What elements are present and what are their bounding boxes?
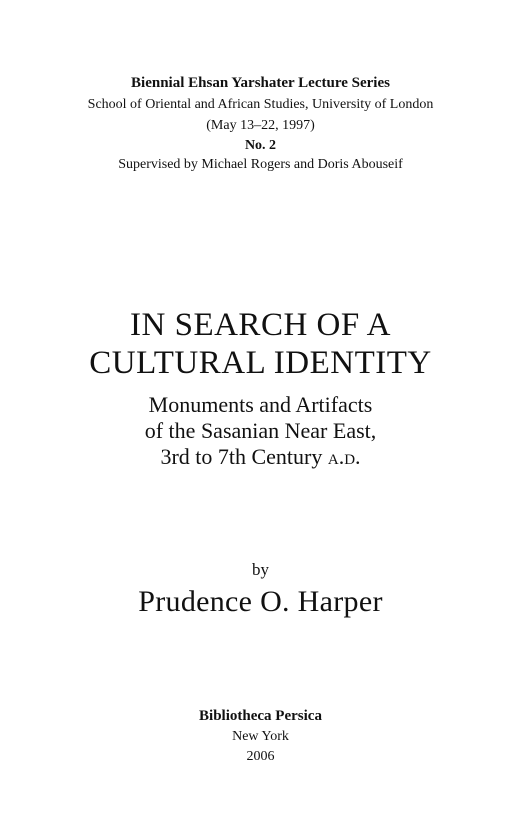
series-number: No. 2	[244, 138, 277, 153]
book-title-line-1: IN SEARCH OF A	[130, 307, 391, 343]
byline: by	[252, 560, 269, 579]
subtitle-century-range: 3rd to 7th Century	[160, 444, 328, 469]
subtitle-line-1: Monuments and Artifacts	[148, 392, 373, 417]
book-title-line-2: CULTURAL IDENTITY	[89, 345, 432, 381]
subtitle-line-2: of the Sasanian Near East,	[144, 418, 377, 443]
subtitle-era: a.d.	[327, 444, 361, 469]
subtitle-line-3	[0, 444, 521, 470]
publication-year: 2006	[246, 749, 275, 764]
publisher-name: Bibliotheca Persica	[199, 708, 322, 724]
series-institution: School of Oriental and African Studies, University of London	[87, 97, 434, 112]
series-dates: (May 13–22, 1997)	[206, 118, 315, 133]
publication-place: New York	[232, 729, 289, 744]
series-supervisors: Supervised by Michael Rogers and Doris Abouseif	[118, 157, 403, 172]
author-name: Prudence O. Harper	[138, 585, 383, 618]
series-heading: Biennial Ehsan Yarshater Lecture Series	[131, 75, 390, 91]
